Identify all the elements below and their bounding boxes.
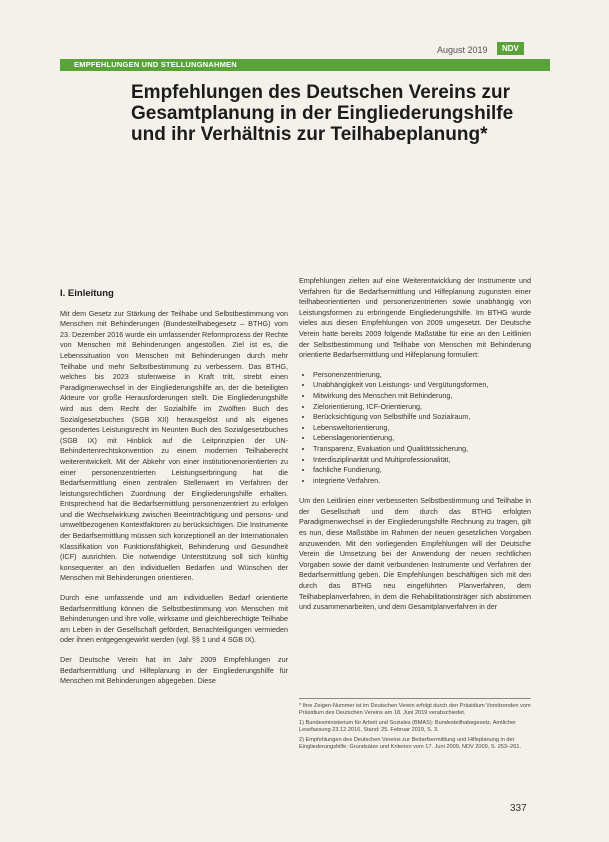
section-label: EMPFEHLUNGEN UND STELLUNGNAHMEN — [74, 60, 237, 69]
paragraph: Um den Leitlinien einer verbesserten Selbstbestimmung und Teilhabe in der Gesellschaft und dem durch das BTHG erfolgten Paradigmenwechsel in der Eingliederungshilfe Rechnung zu tragen, gilt es nun, diese Maßstäbe im Rahmen der neuen gesetzlichen Vorgaben anzuwenden. Mit den vorliegenden Empfehlungen will der Deutsche Verein die Umsetzung bei der Anwendung der neuen rechtlichen Vorgaben sowie der damit verbundenen Instrumente und Verfahren der Bedarfsermittlung geben. Die Empfehlungen beschäftigen sich mit den durch das BTHG neu eingeführten Planverfahren, dem Teilhabeplanverfahren, in dem die Rehabilitationsträger sich abstimmen und zusammenarbeiten, und dem Gesamtplanverfahren in der — [299, 496, 531, 612]
list-item: • Zielorientierung, ICF-Orientierung, — [313, 402, 531, 413]
criteria-list — [299, 370, 531, 487]
list-item: • fachliche Fundierung, — [313, 465, 531, 476]
issue-date: August 2019 — [437, 45, 488, 55]
footnote: * Ihre Zeigen-Nummer ist im Deutschen Verein erfolgt durch den Präsidium Vorsitzenden vom Präsidium des Deutschen Vereins am 18. Juni 2019 verabschiedet. — [299, 703, 531, 717]
journal-badge: NDV — [497, 42, 524, 55]
footnote: 2) Empfehlungen des Deutschen Vereins zur Bedarfsermittlung und Hilfeplanung in der Eingliederungshilfe: Grundsätze und Kriterien vom 17. Juni 2009, NDV 2009, S. 253–261. — [299, 736, 522, 751]
list-item: • Lebenslagenorientierung, — [313, 433, 531, 444]
footnotes — [299, 698, 531, 753]
left-column — [60, 289, 288, 696]
list-item: • integrierte Verfahren. — [313, 476, 531, 487]
list-item: • Berücksichtigung von Selbsthilfe und Sozialraum, — [313, 412, 531, 423]
paragraph: Der Deutsche Verein hat im Jahr 2009 Empfehlungen zur Bedarfsermittlung und Hilfeplanung in der Eingliederungshilfe für Menschen mit Behinderungen abgegeben. Diese — [60, 655, 288, 686]
footnote: 1) Bundesministerium für Arbeit und Soziales (BMAS): Bundesteilhabegesetz, Amtlicher Lesefassung 23.12.2016, Stand: 25. Februar 2019, S. 3. — [299, 719, 517, 734]
list-item: • Interdisziplinarität und Multiprofessionalität, — [313, 455, 531, 466]
page-number: 337 — [510, 803, 527, 814]
right-column — [299, 276, 531, 622]
list-item: • Unabhängigkeit von Leistungs- und Vergütungsformen, — [313, 380, 531, 391]
paragraph: Mit dem Gesetz zur Stärkung der Teilhabe und Selbstbestimmung von Menschen mit Behinderungen (Bundesteilhabegesetz – BTHG) vom 23. Dezember 2016 wurde ein umfassender Reformprozess der Rechte von Menschen mit Behinderungen angestoßen. Ziel ist es, die Lebenssituation von Menschen mit Behinderungen durch mehr Teilhabe und mehr Selbstbestimmung zu verbessern. Das BTHG, welches bis 2023 stufenweise in Kraft tritt, strebt einen Paradigmenwechsel in der Eingliederungshilfe an, der die beteiligten Akteure vor große Herausforderungen stellt. Die Eingliederungshilfe wird aus dem Recht der Sozialhilfe im Zwölften Buch des Sozialgesetzbuches (SGB XII) herausgelöst und als eigenes gesondertes Leistungsrecht im Neunten Buch des Sozialgesetzbuches (SGB IX) mit Hinblick auf die Leitprinzipien der UN-Behindertenrechtskonvention zu einem modernen Teilhaberecht weiterentwickelt. Mit der Abkehr von einer institutionenorientierten zu einer personenzentrierten Leistungserbringung hat die Bedarfsermittlung einen zentralen Stellenwert im Verfahren der leistungsrechtlichen Zuordnung der Eingliederungshilfe erhalten. Entsprechend hat die Bedarfsermittlung personenzentriert zu erfolgen und die Wechselwirkung zwischen Beeinträchtigung und persons- und umweltbezogenen Kontextfaktoren zu berücksichtigen. Die Instrumente der Bedarfsermittlung müssen sich konzeptionell an der Internationalen Klassifikation von Funktionsfähigkeit, Behinderung und Gesundheit (ICF) ausrichten. Die notwendige Unterstützung soll sich künftig konsequenter an den individuellen Bedarfen und Wünschen der Menschen mit Behinderungen orientieren. — [60, 308, 288, 583]
list-item: • Mitwirkung des Menschen mit Behinderung, — [313, 391, 531, 402]
section-bar — [60, 59, 550, 71]
paragraph: Durch eine umfassende und am individuellen Bedarf orientierte Bedarfsermittlung können die Selbstbestimmung von Menschen mit Behinderungen und ihre volle, wirksame und gleichberechtigte Teilhabe am Leben in der Gesellschaft gefördert, Benachteiligungen vermieden oder ihnen entgegengewirkt werden (vgl. §§ 1 und 4 SGB IX). — [60, 593, 288, 645]
list-item: • Transparenz, Evaluation und Qualitätssicherung, — [313, 444, 531, 455]
list-item: • Personenzentrierung, — [313, 370, 531, 381]
paragraph: Empfehlungen zielten auf eine Weiterentwicklung der Instrumente und Verfahren für die Bedarfsermittlung und Hilfeplanung zugunsten einer teilhabeorientierten und personenzentrierten sowie unabhängig von Leistungsformen zu erbringende Eingliederungshilfe. Im BTHG wurde vieles aus diesen Empfehlungen von 2009 umgesetzt. Der Deutsche Verein hatte bereits 2009 folgende Maßstäbe für eine an den Leitlinien der Selbstbestimmung und Teilhabe von Menschen mit Behinderung orientierte Bedarfsermittlung und Hilfeplanung formuliert: — [299, 276, 531, 360]
article-title: Empfehlungen des Deutschen Vereins zur Gesamtplanung in der Eingliederungshilfe und ihr Verhältnis zur Teilhabeplanung* — [131, 82, 514, 145]
section-heading: I. Einleitung — [60, 288, 114, 299]
list-item: • Lebensweltorientierung, — [313, 423, 531, 434]
